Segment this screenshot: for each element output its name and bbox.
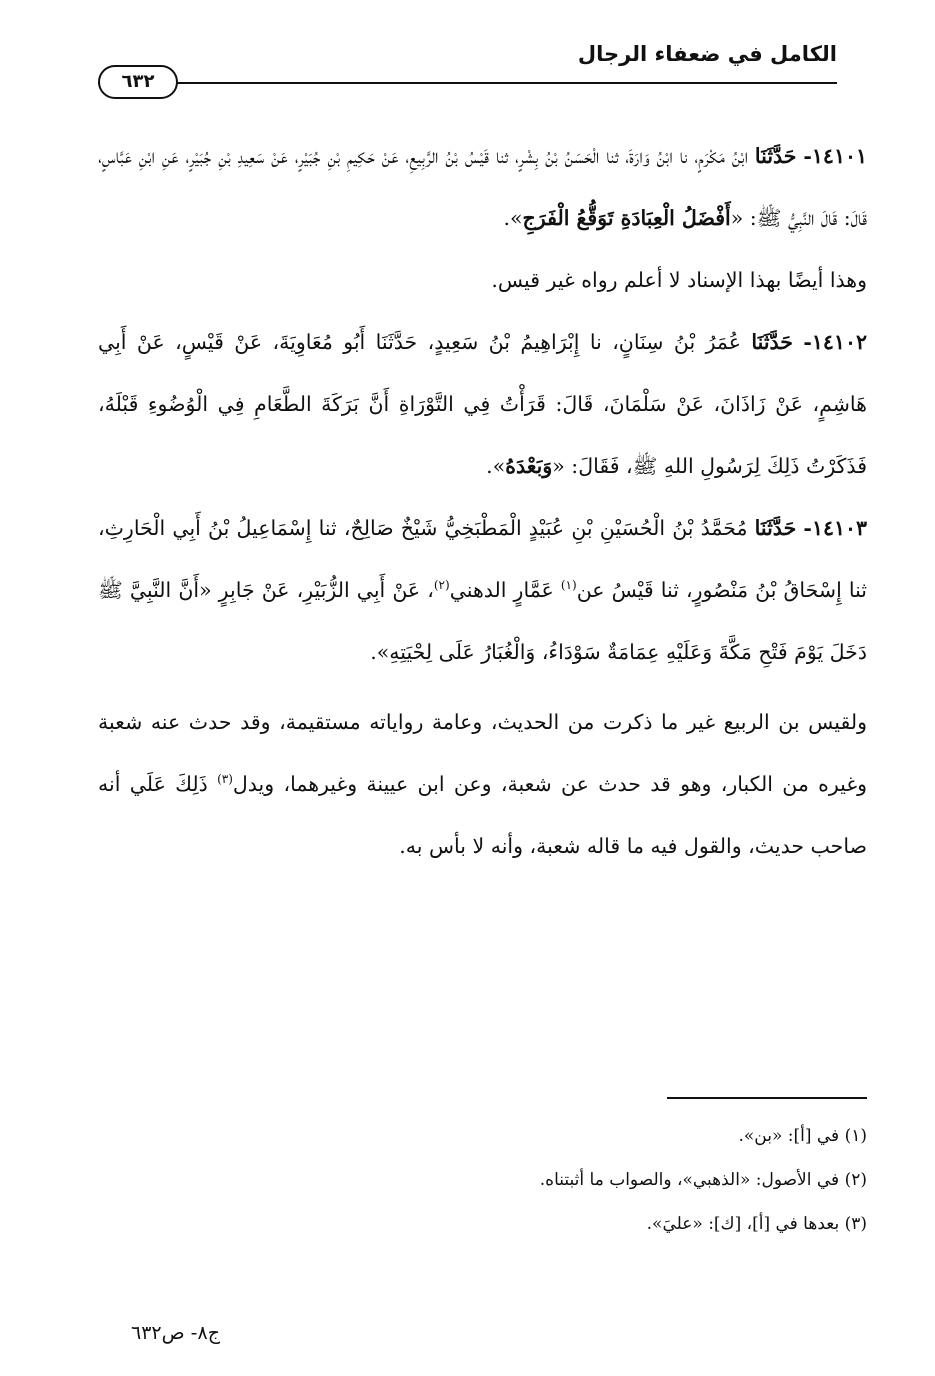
commentary-text: ولقيس بن الربيع غير ما ذكرت من الحديث، وعامة رواياته مستقيمة، وقد حدث عنه شعبة وغيره من الكبار، وهو قد حدث عن شعبة، وعن ابن عيينة وغيرهما، ويدل <box>98 710 867 796</box>
book-title: الكامل في ضعفاء الرجال <box>577 42 837 66</box>
main-text <box>98 125 867 877</box>
volume-page-reference: ج٨- ص٦٣٢ <box>131 1322 220 1344</box>
footnote-3: (٣) بعدها في [أ]، [ك]: «عليَ». <box>646 1214 867 1234</box>
footnote-ref-1[interactable]: (١) <box>560 578 577 593</box>
footnote-ref-2[interactable]: (٢) <box>433 578 450 593</box>
hadith-14103 <box>98 497 867 683</box>
page-header <box>98 30 837 96</box>
page-number-badge: ٦٣٢ <box>98 65 178 99</box>
hadith-isnad: مُحَمَّدُ بْنُ الْحُسَيْنِ بْنِ عُبَيْدٍ الْمَطْبَخِيُّ شَيْخٌ صَالِحٌ، ثنا إِسْمَاعِيلُ بْنُ أَبِي الْحَارِثِ، ثنا إِسْحَاقُ بْنُ مَنْصُورٍ، ثنا قَيْسُ عن <box>98 516 867 602</box>
hadith-ending: ». <box>503 206 523 230</box>
footnotes <box>98 1114 867 1246</box>
hadith-matn: وَبَعْدَهُ <box>505 454 553 478</box>
commentary-text: ذَلِكَ عَلَي أنه صاحب حديث، والقول فيه ما قاله شعبة، وأنه لا بأس به. <box>98 772 867 858</box>
hadith-keyword: حَدَّثَنَا <box>754 516 797 540</box>
hadith-isnad: ابْنُ مَكْرَمٍ، نا ابْنُ وَارَةَ، ثنا الْحَسَنُ بْنُ بِشْرٍ، ثنا قَيْسُ بْنُ الرَّبِيعِ، عَنْ حَكِيمِ بْنِ جُبَيْرٍ، عَنْ سَعِيدِ بْنِ جُبَيْرٍ، عَنِ ابْنِ عَبَّاسٍ، قَالَ: قَالَ النَّبِيُّ ﷺ: « <box>98 144 867 230</box>
commentary <box>98 691 867 877</box>
hadith-isnad: عُمَرُ بْنُ سِنَانٍ، نا إِبْرَاهِيمُ بْنُ سَعِيدٍ، حَدَّثَنَا أَبُو مُعَاوِيَةَ، عَنْ قَيْسٍ، عَنْ أَبِي هَاشِمٍ، عَنْ زَاذَانَ، عَنْ سَلْمَانَ، قَالَ: قَرَأْتُ فِي التَّوْرَاةِ أَنَّ بَرَكَةَ الطَّعَامِ فِي الْوُضُوءِ قَبْلَهُ، فَذَكَرْتُ ذَلِكَ لِرَسُولِ اللهِ ﷺ، فَقَالَ: « <box>98 330 867 478</box>
hadith-isnad: ، عَنْ أَبِي الزُّبَيْرِ، عَنْ جَابِرٍ «أَنَّ النَّبِيَّ ﷺ دَخَلَ يَوْمَ فَتْحِ مَكَّةَ وَعَلَيْهِ عِمَامَةٌ سَوْدَاءُ، وَالْغُبَارُ عَلَى لِحْيَتِهِ». <box>98 578 867 664</box>
footnote-ref-3[interactable]: (٣) <box>217 772 233 787</box>
hadith-number: ١٤١٠١- <box>803 144 867 168</box>
hadith-number: ١٤١٠٣- <box>803 516 867 540</box>
hadith-keyword: حَدَّثَنَا <box>754 144 797 168</box>
hadith-matn: أَفْضَلُ الْعِبَادَةِ تَوَقُّعُ الْفَرَجِ <box>522 206 731 230</box>
hadith-keyword: حَدَّثَنَا <box>751 330 793 354</box>
hadith-14101 <box>98 125 867 249</box>
header-rule <box>98 82 837 84</box>
footnote-1: (١) في [أ]: «بن». <box>738 1126 867 1146</box>
footnote-2: (٢) في الأصول: «الذهبي»، والصواب ما أثبتناه. <box>539 1170 867 1190</box>
hadith-number: ١٤١٠٢- <box>803 330 867 354</box>
footnote-divider <box>667 1097 867 1099</box>
hadith-note: وهذا أيضًا بهذا الإسناد لا أعلم رواه غير قيس. <box>491 268 867 292</box>
hadith-ending: ». <box>486 454 506 478</box>
hadith-isnad: عَمَّارٍ الدهني <box>449 578 561 602</box>
hadith-14102 <box>98 311 867 497</box>
